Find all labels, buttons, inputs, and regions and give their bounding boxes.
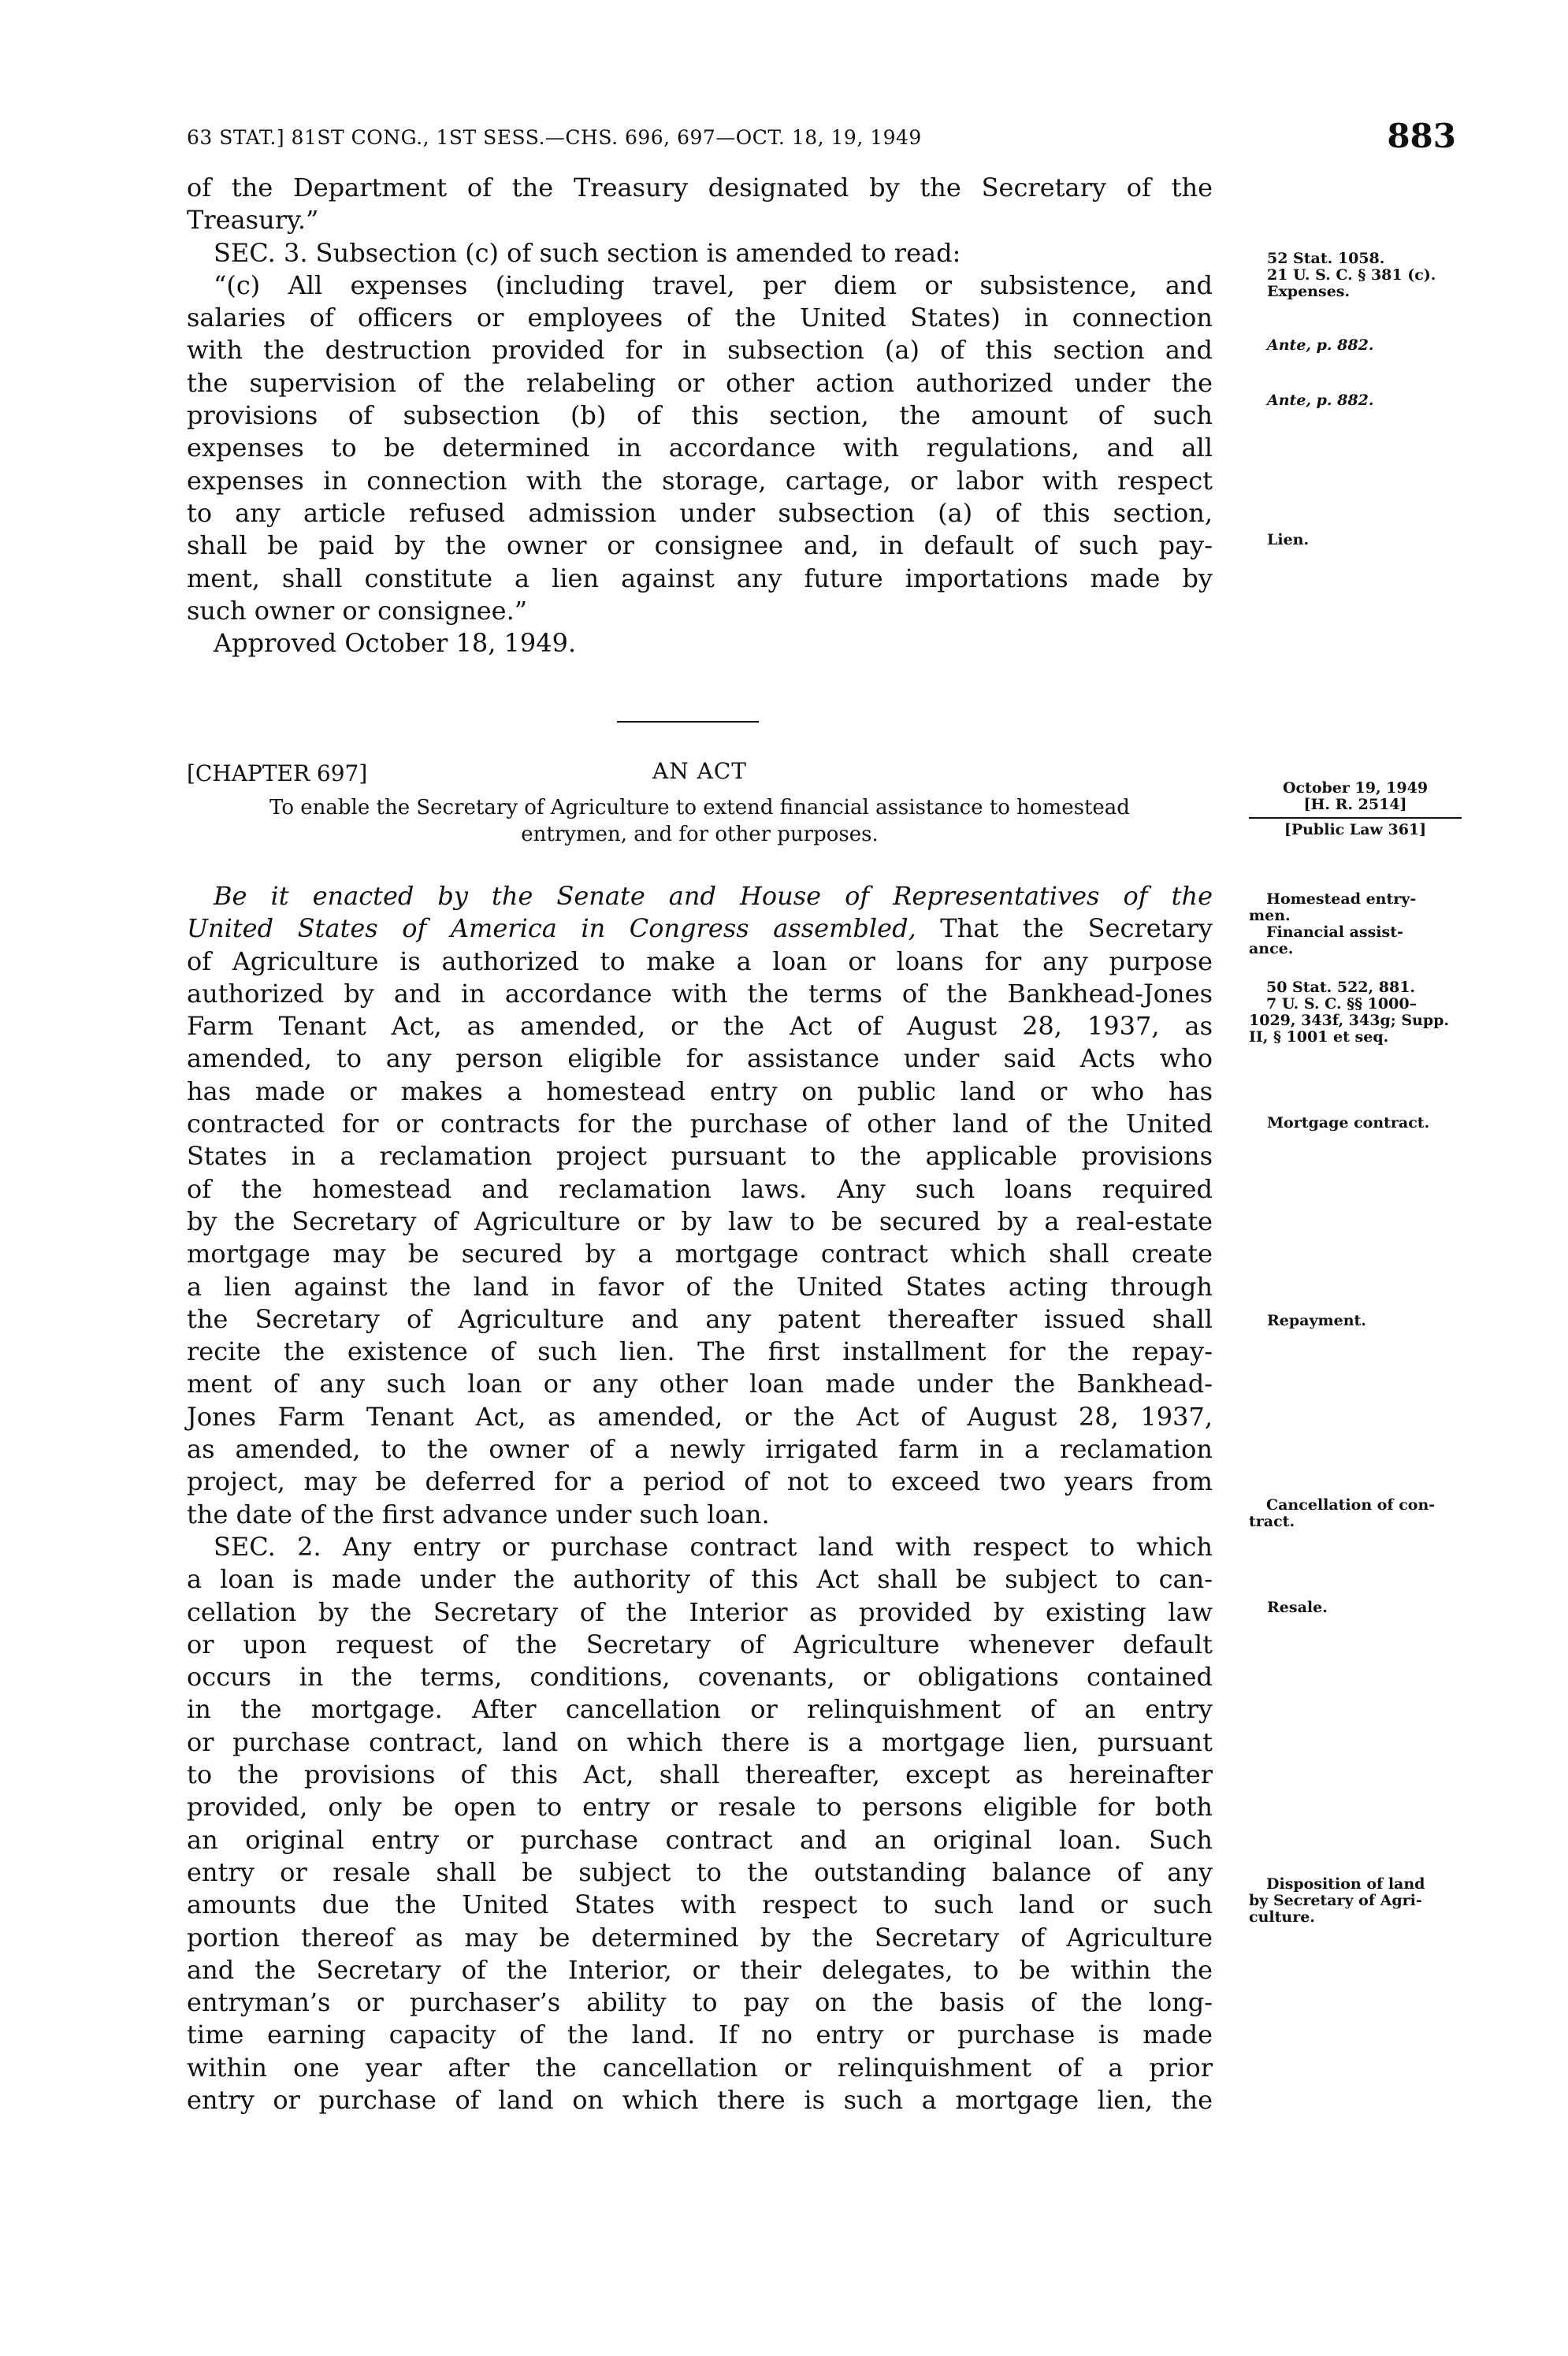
line-text: by the Secretary of Agriculture or by law to be secured by a real-estate: [187, 1206, 1213, 1236]
text-line: [187, 1042, 1213, 1075]
line-text: Jones Farm Tenant Act, as amended, or the Act of August 28, 1937,: [187, 1401, 1213, 1432]
text-line: [187, 269, 1213, 302]
an-act-heading: AN ACT: [652, 758, 747, 784]
margin-note-resale: Resale.: [1267, 1599, 1328, 1616]
text-line: [187, 595, 1213, 627]
text-line: [187, 912, 1213, 945]
text-line: [187, 2052, 1213, 2084]
text-line: [187, 1954, 1213, 1986]
italic-text: Be it enacted by the Senate and House of Representatives of the: [214, 881, 1213, 911]
line-text: expenses to be determined in accordance with regulations, and all: [187, 433, 1213, 463]
line-text: Approved October 18, 1949.: [214, 628, 577, 659]
line-text: such owner or consignee.”: [187, 595, 528, 626]
line-text: of the Department of the Treasury designated by the Secretary of the: [187, 173, 1213, 203]
margin-note-lien: Lien.: [1267, 531, 1310, 548]
line-text: salaries of officers or employees of the United States) in connection: [187, 303, 1213, 333]
running-head: 63 STAT.] 81ST CONG., 1ST SESS.—CHS. 696, 697—OCT. 18, 19, 1949: [187, 126, 922, 149]
margin-rule: [1249, 817, 1462, 819]
text-line: [187, 563, 1213, 595]
text-line: [187, 1173, 1213, 1206]
line-text: authorized by and in accordance with the terms of the Bankhead-Jones: [187, 978, 1213, 1009]
text-line: [187, 1010, 1213, 1042]
italic-text: United States of America in Congress assembled,: [187, 913, 916, 944]
margin-note-repayment: Repayment.: [1267, 1312, 1366, 1329]
text-line: [187, 2084, 1213, 2116]
text-line: [187, 1922, 1213, 1954]
margin-act-info: [1249, 780, 1462, 813]
text-line: [187, 2019, 1213, 2051]
text-line: [187, 465, 1213, 497]
act-title-line: To enable the Secretary of Agriculture to extend financial assistance to homestead: [269, 796, 1130, 819]
text-line: [187, 1986, 1213, 2019]
text-line: [187, 1856, 1213, 1889]
text-line: [187, 530, 1213, 562]
text-line: [187, 1499, 1213, 1531]
line-text: SEC. 3. Subsection (c) of such section is amended to read:: [214, 237, 961, 268]
line-text: in the mortgage. After cancellation or relinquishment of an entry: [187, 1694, 1213, 1725]
line-text: entry or resale shall be subject to the outstanding balance of any: [187, 1856, 1213, 1887]
act-title: [187, 794, 1213, 848]
margin-line: Expenses.: [1267, 283, 1351, 300]
line-text: ment of any such loan or any other loan made under the Bankhead-: [187, 1369, 1213, 1399]
text-line: [187, 1629, 1213, 1661]
line-text: of the homestead and reclamation laws. Any such loans required: [187, 1173, 1213, 1204]
line-text: SEC. 2. Any entry or purchase contract land with respect to which: [214, 1531, 1213, 1562]
line-text: contracted for or contracts for the purchase of other land of the United: [187, 1109, 1213, 1139]
margin-note-ante: [1267, 337, 1480, 354]
line-text: project, may be deferred for a period of not to exceed two years from: [187, 1466, 1213, 1497]
margin-line: 7 U. S. C. §§ 1000–: [1266, 995, 1418, 1013]
divider-rule: [617, 721, 759, 723]
margin-line: men.: [1249, 907, 1291, 924]
line-text: the supervision of the relabeling or other action authorized under the: [187, 367, 1213, 398]
line-text: to the provisions of this Act, shall thereafter, except as hereinafter: [187, 1760, 1213, 1790]
line-text: to any article refused admission under subsection (a) of this section,: [187, 497, 1213, 528]
text-line: [187, 1596, 1213, 1629]
line-text: time earning capacity of the land. If no entry or purchase is made: [187, 2020, 1213, 2050]
text-line: [187, 1466, 1213, 1498]
line-text: cellation by the Secretary of the Interior as provided by existing law: [187, 1596, 1213, 1627]
bill-number: [H. R. 2514]: [1303, 796, 1407, 813]
chapter-label: [CHAPTER 697]: [187, 760, 368, 786]
line-text: with the destruction provided for in subsection (a) of this section and: [187, 335, 1213, 366]
text-line: [187, 1140, 1213, 1172]
text-line: [187, 1076, 1213, 1108]
margin-line: Homestead entry-: [1266, 890, 1417, 908]
line-text: entry or purchase of land on which there is such a mortgage lien, the: [187, 2084, 1213, 2115]
margin-line: culture.: [1249, 1908, 1315, 1926]
line-text: States in a reclamation project pursuant to the applicable provisions: [187, 1141, 1213, 1172]
text-line: [187, 1824, 1213, 1856]
line-text: “(c) All expenses (including travel, per diem or subsistence, and: [214, 269, 1213, 300]
text-line: [187, 1433, 1213, 1466]
text-line: [187, 497, 1213, 530]
line-text: amended, to any person eligible for assistance under said Acts who: [187, 1043, 1213, 1074]
margin-note-citation: [1249, 979, 1462, 1046]
section-3-text: [187, 172, 1213, 660]
margin-line: 52 Stat. 1058.: [1267, 250, 1385, 267]
line-text: recite the existence of such lien. The first installment for the repay-: [187, 1336, 1213, 1367]
margin-note-citation: [1267, 251, 1480, 300]
margin-line: Disposition of land: [1266, 1875, 1425, 1893]
margin-note-disposition: [1249, 1876, 1462, 1926]
page-number: 883: [1387, 117, 1456, 155]
line-text: provided, only be open to entry or resale to persons eligible for both: [187, 1792, 1213, 1823]
text-line: [187, 978, 1213, 1010]
text-line: [187, 204, 1213, 236]
text-line: [187, 1401, 1213, 1433]
line-text: a loan is made under the authority of this Act shall be subject to can-: [187, 1564, 1213, 1595]
margin-note-mortgage: Mortgage contract.: [1267, 1114, 1430, 1132]
text-line: [187, 1368, 1213, 1400]
line-text: shall be paid by the owner or consignee and, in default of such pay-: [187, 530, 1213, 561]
line-text: ment, shall constitute a lien against any future importations made by: [187, 563, 1213, 593]
line-text: provisions of subsection (b) of this section, the amount of such: [187, 400, 1213, 431]
line-text: Farm Tenant Act, as amended, or the Act of August 28, 1937, as: [187, 1011, 1213, 1042]
line-text: and the Secretary of the Interior, or their delegates, to be within the: [187, 1954, 1213, 1985]
text-line: [187, 1336, 1213, 1368]
text-line: [187, 1661, 1213, 1693]
margin-line: II, § 1001 et seq.: [1249, 1028, 1389, 1046]
margin-line: 1029, 343f, 343g; Supp.: [1249, 1012, 1450, 1029]
text-line: [187, 1889, 1213, 1921]
text-line: [187, 1206, 1213, 1238]
line-text: expenses in connection with the storage, cartage, or labor with respect: [187, 465, 1213, 496]
margin-line: by Secretary of Agri-: [1249, 1892, 1422, 1909]
line-text: within one year after the cancellation or relinquishment of a prior: [187, 2052, 1213, 2083]
text-line: [187, 1108, 1213, 1140]
line-text: entryman’s or purchaser’s ability to pay on the basis of the long-: [187, 1987, 1213, 2018]
line-text: That the Secretary: [916, 913, 1213, 944]
margin-line: ance.: [1249, 940, 1294, 957]
margin-line: Financial assist-: [1266, 923, 1403, 941]
text-line: [187, 172, 1213, 204]
margin-line: Ante, p. 882.: [1267, 336, 1374, 354]
margin-line: Cancellation of con-: [1266, 1496, 1436, 1514]
line-text: or upon request of the Secretary of Agriculture whenever default: [187, 1629, 1213, 1659]
line-text: the Secretary of Agriculture and any patent thereafter issued shall: [187, 1303, 1213, 1334]
line-text: of Agriculture is authorized to make a loan or loans for any purpose: [187, 946, 1213, 976]
margin-line: 50 Stat. 522, 881.: [1266, 979, 1416, 996]
line-text: the date of the first advance under such loan.: [187, 1499, 770, 1529]
margin-line: 21 U. S. C. § 381 (c).: [1267, 266, 1436, 284]
act-body-text: [187, 880, 1213, 2116]
act-date: October 19, 1949: [1282, 779, 1429, 797]
margin-note-cancellation: [1249, 1497, 1462, 1530]
text-line: [187, 1693, 1213, 1726]
line-text: has made or makes a homestead entry on public land or who has: [187, 1076, 1213, 1106]
text-line: [187, 334, 1213, 366]
line-text: amounts due the United States with respect to such land or such: [187, 1890, 1213, 1920]
text-line: [187, 1759, 1213, 1791]
text-line: [187, 1726, 1213, 1759]
text-line: [187, 1531, 1213, 1563]
line-text: occurs in the terms, conditions, covenants, or obligations contained: [187, 1662, 1213, 1693]
text-line: [187, 1791, 1213, 1823]
text-line: [187, 302, 1213, 334]
act-title-line: entrymen, and for other purposes.: [521, 823, 879, 846]
text-line: [187, 367, 1213, 399]
text-line: [187, 1271, 1213, 1303]
public-law: [Public Law 361]: [1284, 821, 1427, 838]
text-line: [187, 399, 1213, 432]
margin-line: tract.: [1249, 1513, 1295, 1530]
margin-note-homestead: [1249, 891, 1462, 957]
text-line: [187, 1303, 1213, 1336]
line-text: a lien against the land in favor of the United States acting through: [187, 1271, 1213, 1302]
line-text: or purchase contract, land on which there is a mortgage lien, pursuant: [187, 1726, 1213, 1757]
line-text: an original entry or purchase contract and an original loan. Such: [187, 1824, 1213, 1855]
text-line: [187, 880, 1213, 912]
margin-line: Ante, p. 882.: [1267, 392, 1374, 409]
line-text: mortgage may be secured by a mortgage contract which shall create: [187, 1239, 1213, 1269]
text-line: [187, 946, 1213, 978]
text-line: [187, 432, 1213, 464]
line-text: Treasury.”: [187, 205, 319, 236]
margin-note-ante: [1267, 392, 1480, 409]
line-text: portion thereof as may be determined by the Secretary of Agriculture: [187, 1922, 1213, 1953]
text-line: [187, 237, 1213, 269]
text-line: [187, 1563, 1213, 1596]
line-text: as amended, to the owner of a newly irrigated farm in a reclamation: [187, 1434, 1213, 1465]
text-line: [187, 627, 1213, 660]
text-line: [187, 1238, 1213, 1270]
